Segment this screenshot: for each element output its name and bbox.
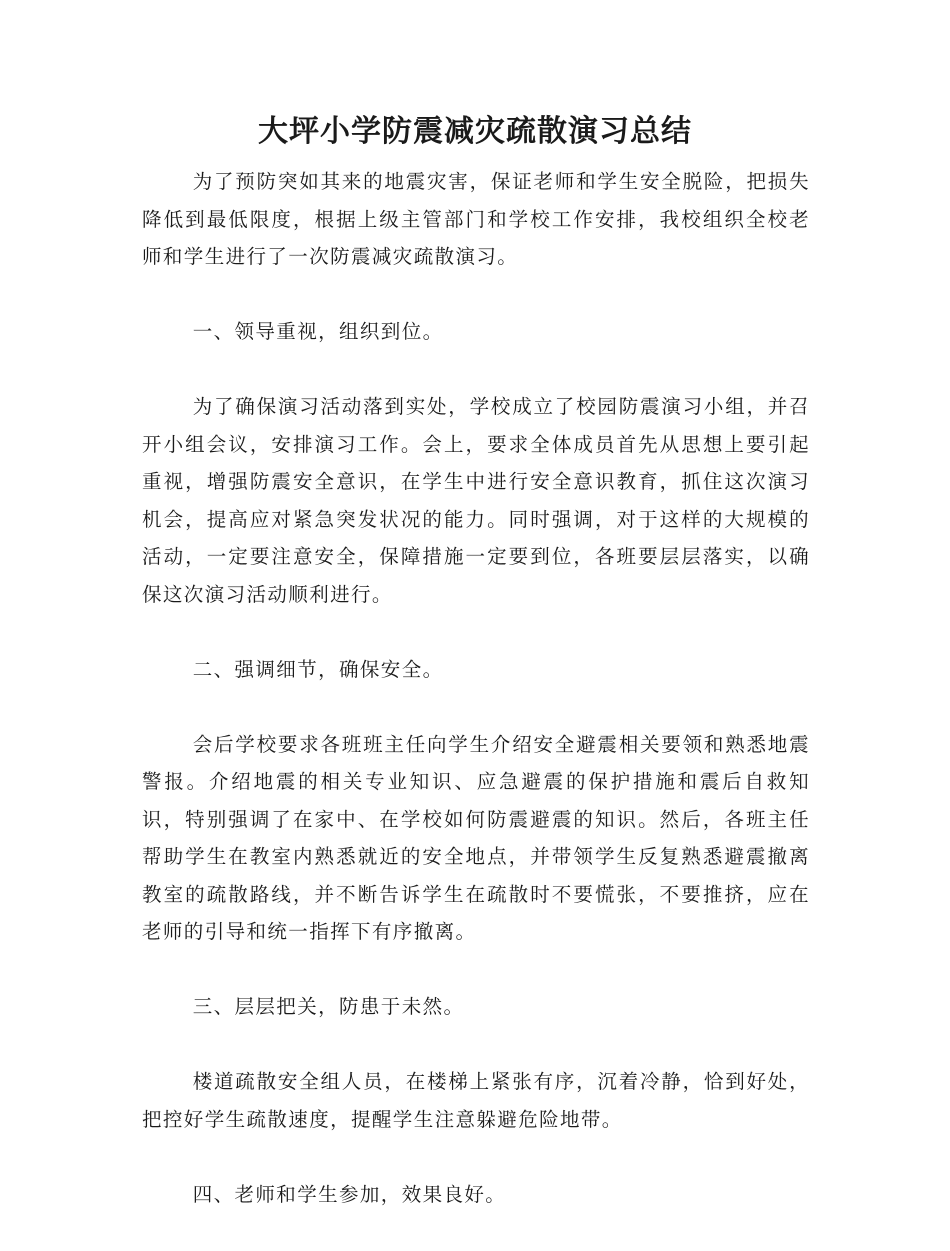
section-paragraph-2: 会后学校要求各班班主任向学生介绍安全避震相关要领和熟悉地震警报。介绍地震的相关专业知识、应急避震的保护措施和震后自救知识，特别强调了在家中、在学校如何防震避震的知识。然后，各班主任帮助学生在教室内熟悉就近的安全地点，并带领学生反复熟悉避震撤离教室的疏散路线，并不断告诉学生在疏散时不要慌张，不要推挤，应在老师的引导和统一指挥下有序撤离。 <box>142 732 810 943</box>
section-heading-4: 四、老师和学生参加，效果良好。 <box>192 1182 507 1206</box>
page-title: 大坪小学防震减灾疏散演习总结 <box>258 114 692 149</box>
section-heading-3: 三、层层把关，防患于未然。 <box>192 995 465 1018</box>
section-heading-1: 一、领导重视，组织到位。 <box>192 320 444 343</box>
document-body <box>142 163 810 1251</box>
section-paragraph-3: 楼道疏散安全组人员，在楼梯上紧张有序，沉着冷静，恰到好处，把控好学生疏散速度，提醒学生注意躲避危险地带。 <box>142 1070 810 1131</box>
section-heading-2: 二、强调细节，确保安全。 <box>192 657 444 681</box>
intro-paragraph: 为了预防突如其来的地震灾害，保证老师和学生安全脱险，把损失降低到最低限度，根据上级主管部门和学校工作安排，我校组织全校老师和学生进行了一次防震减灾疏散演习。 <box>142 170 810 268</box>
section-paragraph-1: 为了确保演习活动落到实处，学校成立了校园防震演习小组，并召开小组会议，安排演习工作。会上，要求全体成员首先从思想上要引起重视，增强防震安全意识，在学生中进行安全意识教育，抓住这次演习机会，提高应对紧急突发状况的能力。同时强调，对于这样的大规模的活动，一定要注意安全，保障措施一定要到位，各班要层层落实，以确保这次演习活动顺利进行。 <box>142 395 810 606</box>
